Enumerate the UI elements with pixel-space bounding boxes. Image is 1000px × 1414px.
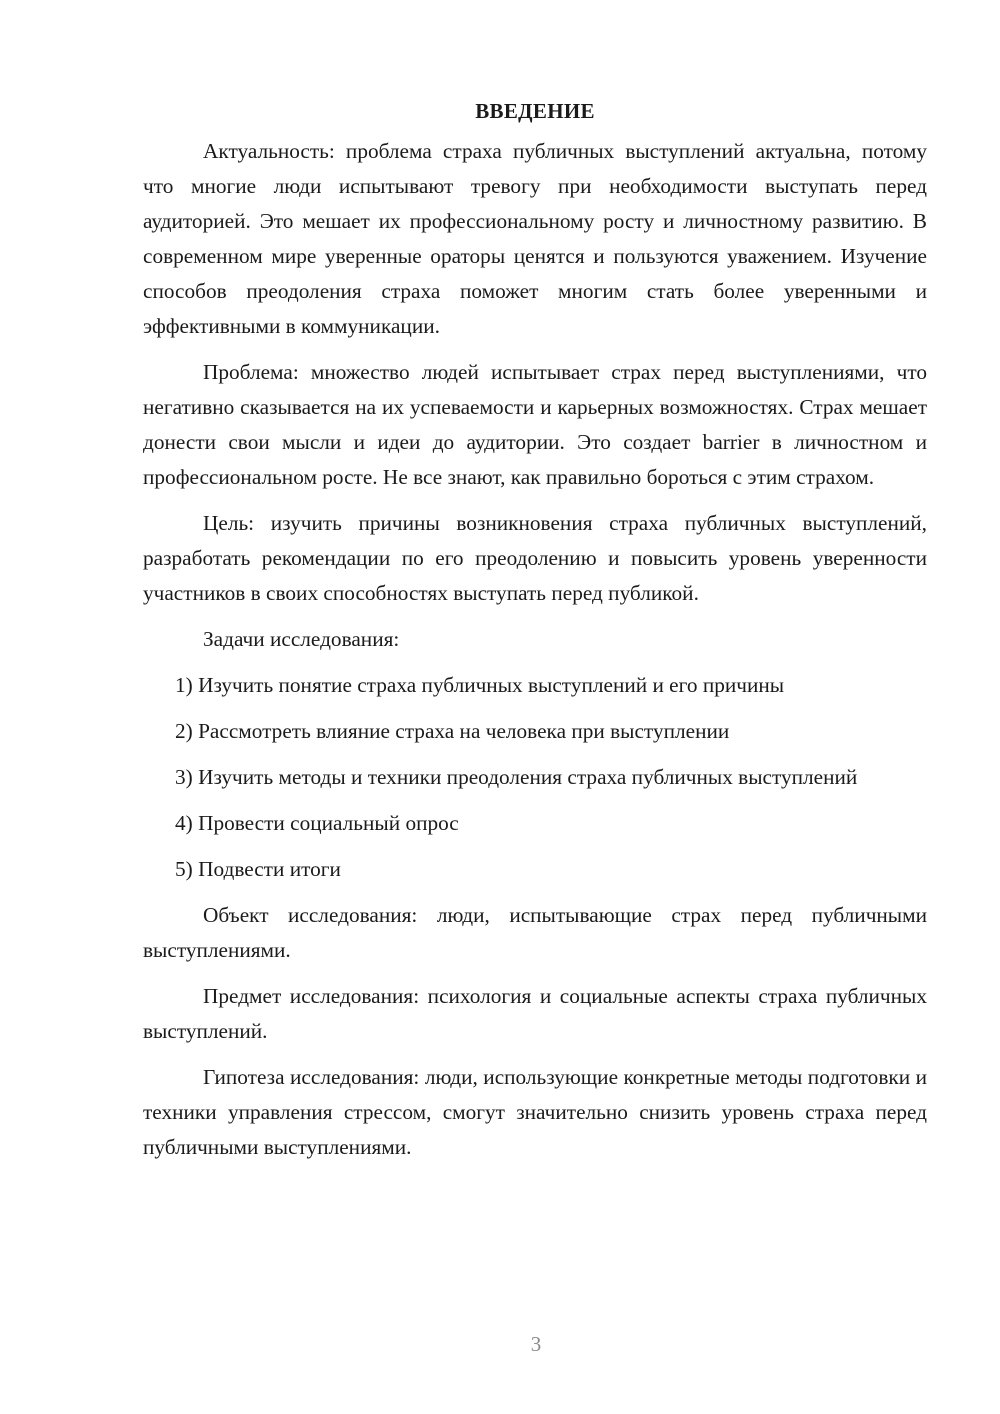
paragraph-problem: Проблема: множество людей испытывает страх перед выступлениями, что негативно сказывается на их успеваемости и карьерных возможностях. Страх мешает донести свои мысли и идеи до аудитории. Это создает barrier в личностном и профессиональном росте. Не все знают, как правильно бороться с этим страхом. [143, 360, 927, 489]
tasks-heading: Задачи исследования: [203, 627, 400, 651]
paragraph-object: Объект исследования: люди, испытывающие страх перед публичными выступлениями. [143, 903, 927, 962]
paragraph-relevance: Актуальность: проблема страха публичных выступлений актуальна, потому что многие люди испытывают тревогу при необходимости выступать перед аудиторией. Это мешает их профессиональному росту и личностному развитию. В современном мире уверенные ораторы ценятся и пользуются уважением. Изучение способов преодоления страха поможет многим стать более уверенными и эффективными в коммуникации. [143, 139, 927, 338]
task-item: 5) Подвести итоги [175, 857, 341, 881]
paragraph-subject: Предмет исследования: психология и социальные аспекты страха публичных выступлений. [143, 984, 927, 1043]
task-item: 2) Рассмотреть влияние страха на человека при выступлении [175, 719, 730, 743]
task-item: 3) Изучить методы и техники преодоления страха публичных выступлений [175, 765, 858, 789]
paragraph-goal: Цель: изучить причины возникновения страха публичных выступлений, разработать рекомендации по его преодолению и повысить уровень уверенности участников в своих способностях выступать перед публикой. [143, 511, 927, 605]
task-item: 4) Провести социальный опрос [175, 811, 459, 835]
task-item: 1) Изучить понятие страха публичных выступлений и его причины [175, 673, 785, 697]
section-title: ВВЕДЕНИЕ [475, 99, 595, 123]
page-number: 3 [530, 1332, 542, 1356]
tasks-list [143, 668, 927, 887]
page-content [143, 96, 927, 1176]
paragraph-hypothesis: Гипотеза исследования: люди, использующие конкретные методы подготовки и техники управления стрессом, смогут значительно снизить уровень страха перед публичными выступлениями. [143, 1065, 927, 1159]
